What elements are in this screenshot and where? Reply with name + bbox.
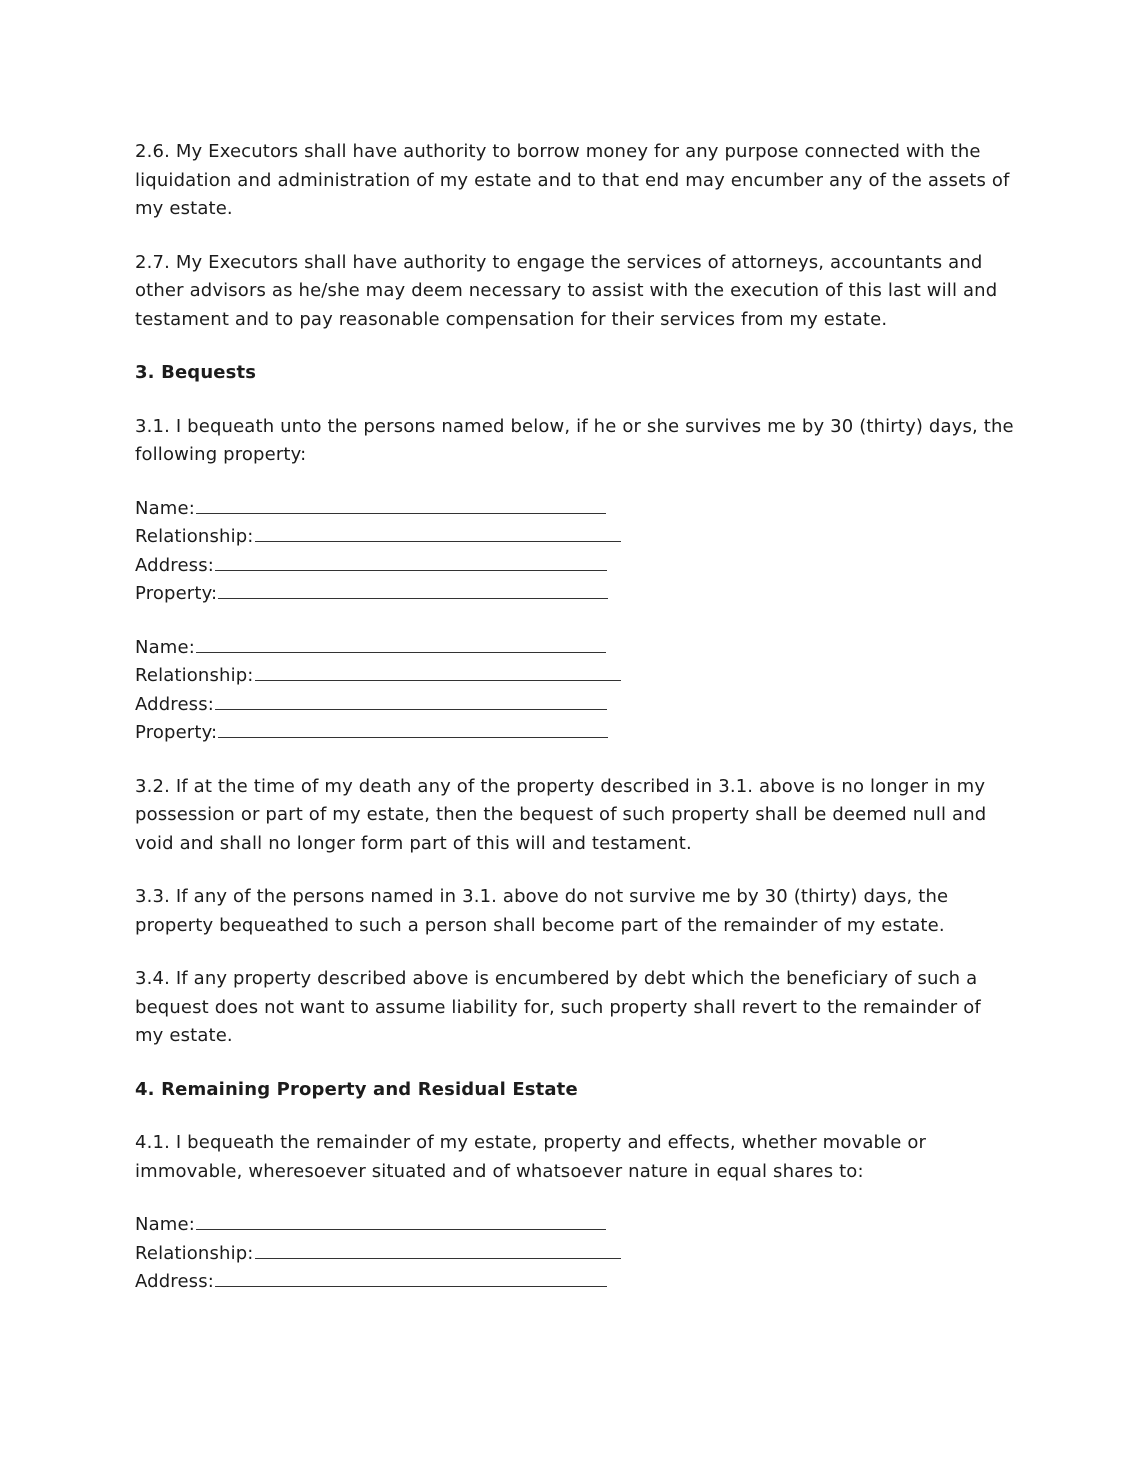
address-line — [135, 1268, 1015, 1297]
clause-3-4: 3.4. If any property described above is encumbered by debt which the beneficiary of such a bequest does not want to assume liability for, such property shall revert to the remainder of my estate. — [135, 968, 981, 1046]
name-line — [135, 634, 1015, 663]
address-label: Address: — [135, 1271, 214, 1292]
clause-2-7: 2.7. My Executors shall have authority to engage the services of attorneys, accountants and other advisors as he/she may deem necessary to assist with the execution of this last will and testament and to pay reasonable compensation for their services from my estate. — [135, 251, 998, 330]
relationship-blank[interactable] — [255, 679, 621, 681]
property-label: Property: — [135, 722, 218, 743]
address-label: Address: — [135, 554, 214, 576]
name-line — [135, 495, 1015, 524]
property-blank[interactable] — [218, 597, 608, 599]
relationship-blank[interactable] — [255, 540, 621, 542]
address-blank[interactable] — [215, 569, 607, 571]
name-label: Name: — [135, 497, 195, 519]
address-line — [135, 552, 1015, 581]
name-label: Name: — [135, 1214, 195, 1235]
address-line — [135, 691, 1015, 720]
residual-beneficiary-form — [135, 1211, 1015, 1297]
relationship-line — [135, 662, 1015, 691]
property-line — [135, 719, 1015, 748]
property-blank[interactable] — [218, 736, 608, 738]
relationship-label: Relationship: — [135, 665, 254, 686]
clause-3-3: 3.3. If any of the persons named in 3.1. above do not survive me by 30 (thirty) days, the property bequeathed to such a person shall become part of the remainder of my estate. — [135, 886, 949, 936]
clause-3-1: 3.1. I bequeath unto the persons named below, if he or she survives me by 30 (thirty) days, the following property: — [135, 415, 1014, 465]
relationship-line — [135, 1240, 1015, 1269]
section-3-heading: 3. Bequests — [135, 362, 257, 383]
beneficiary-form-1 — [135, 495, 1015, 609]
relationship-label: Relationship: — [135, 1242, 254, 1264]
relationship-blank[interactable] — [255, 1257, 621, 1259]
clause-4-1: 4.1. I bequeath the remainder of my estate, property and effects, whether movable or immovable, wheresoever situated and of whatsoever nature in equal shares to: — [135, 1132, 927, 1182]
document-page — [135, 138, 1015, 1322]
name-blank[interactable] — [196, 1228, 606, 1230]
property-label: Property: — [135, 583, 218, 604]
name-blank[interactable] — [196, 651, 606, 653]
clause-2-6: 2.6. My Executors shall have authority to borrow money for any purpose connected with the liquidation and administration of my estate and to that end may encumber any of the assets of my estate. — [135, 141, 1010, 219]
relationship-label: Relationship: — [135, 526, 254, 547]
address-blank[interactable] — [215, 708, 607, 710]
relationship-line — [135, 523, 1015, 552]
address-blank[interactable] — [215, 1285, 607, 1287]
name-line — [135, 1211, 1015, 1240]
property-line — [135, 580, 1015, 609]
name-blank[interactable] — [196, 512, 606, 514]
name-label: Name: — [135, 636, 195, 658]
beneficiary-form-2 — [135, 634, 1015, 748]
section-4-heading: 4. Remaining Property and Residual Estate — [135, 1078, 578, 1100]
clause-3-2: 3.2. If at the time of my death any of the property described in 3.1. above is no longer in my possession or part of my estate, then the bequest of such property shall be deemed null and void and shall no longer form part of this will and testament. — [135, 775, 987, 854]
address-label: Address: — [135, 693, 214, 715]
